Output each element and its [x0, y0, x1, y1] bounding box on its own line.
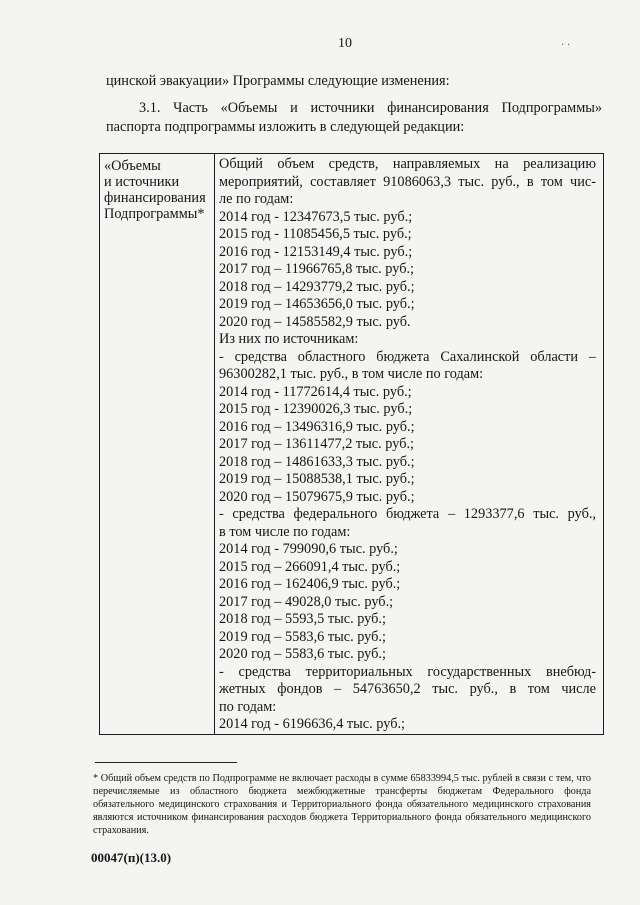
financing-line: Общий объем средств, направляемых на реализацию [219, 156, 596, 172]
financing-line: по годам: [219, 698, 277, 715]
financing-line: 2018 год – 14861633,3 тыс. руб.; [219, 453, 415, 470]
financing-table [99, 153, 604, 735]
financing-line: ле по годам: [219, 191, 294, 207]
financing-line: 2015 год - 12390026,3 тыс. руб.; [219, 401, 413, 417]
financing-line: 2014 год - 12347673,5 тыс. руб.; [219, 208, 413, 225]
financing-line: 2016 год – 162406,9 тыс. руб.; [219, 576, 401, 592]
financing-line: - средства областного бюджета Сахалинской области – [219, 348, 596, 365]
financing-line: 2018 год – 5593,5 тыс. руб.; [219, 611, 386, 627]
financing-line: Из них по источникам: [219, 331, 359, 347]
label-line: и источники [104, 174, 180, 190]
table-label-cell [100, 154, 215, 734]
financing-line: 96300282,1 тыс. руб., в том числе по годам: [219, 366, 484, 382]
financing-line: 2017 год – 49028,0 тыс. руб.; [219, 593, 394, 610]
financing-line: 2014 год - 799090,6 тыс. руб.; [219, 541, 398, 557]
financing-line: 2019 год – 14653656,0 тыс. руб.; [219, 296, 415, 312]
financing-line: мероприятий, составляет 91086063,3 тыс. руб., в том чис- [219, 173, 596, 190]
financing-line: 2019 год – 5583,6 тыс. руб.; [219, 628, 386, 645]
financing-line: 2014 год - 6196636,4 тыс. руб.; [219, 716, 406, 732]
footnote-divider [95, 762, 237, 763]
amendment-clause: 3.1. Часть «Объемы и источники финансирования Подпрограммы» паспорта подпрограммы изложить в следующей редакции: [106, 100, 602, 135]
label-line: финансирования [104, 190, 206, 206]
footnote-text: * Общий объем средств по Подпрограмме не включает расходы в сумме 65833994,5 тыс. рублей в связи с тем, что перечисляемые из областного бюджета межбюджетные трансферты бюджетам Федерального фонда обязательного медицинского страхования и Территориального фонда обязательного медицинского страхования являются источником финансирования расходов бюджета Территориального фонда обязательного медицинского страхования. [93, 773, 591, 836]
financing-line: 2014 год - 11772614,4 тыс. руб.; [219, 383, 412, 400]
table-content-cell [219, 154, 596, 734]
financing-line: 2020 год – 5583,6 тыс. руб.; [219, 646, 386, 662]
page-number: 10 [338, 36, 352, 51]
label-line: «Объемы [104, 158, 161, 174]
financing-line: 2015 год - 11085456,5 тыс. руб.; [219, 226, 412, 242]
corner-mark: · · [561, 40, 571, 51]
financing-line: 2020 год – 14585582,9 тыс. руб. [219, 313, 411, 330]
financing-line: жетных фондов – 54763650,2 тыс. руб., в том числе [219, 681, 596, 697]
financing-line: 2016 год - 12153149,4 тыс. руб.; [219, 243, 413, 260]
financing-line: 2019 год – 15088538,1 тыс. руб.; [219, 471, 415, 487]
financing-line: 2015 год – 266091,4 тыс. руб.; [219, 558, 401, 575]
financing-line: 2020 год – 15079675,9 тыс. руб.; [219, 488, 415, 505]
intro-line: цинской эвакуации» Программы следующие изменения: [106, 73, 450, 89]
financing-line: - средства федерального бюджета – 1293377,6 тыс. руб., [219, 506, 596, 522]
financing-line: 2017 год – 11966765,8 тыс. руб.; [219, 261, 415, 277]
financing-line: 2016 год – 13496316,9 тыс. руб.; [219, 418, 415, 435]
financing-line: в том числе по годам: [219, 523, 351, 540]
label-line: Подпрограммы* [104, 206, 205, 222]
financing-line: - средства территориальных государственных внебюд- [219, 663, 596, 680]
financing-line: 2018 год – 14293779,2 тыс. руб.; [219, 278, 415, 295]
document-code: 00047(п)(13.0) [91, 850, 172, 865]
financing-line: 2017 год – 13611477,2 тыс. руб.; [219, 436, 415, 452]
